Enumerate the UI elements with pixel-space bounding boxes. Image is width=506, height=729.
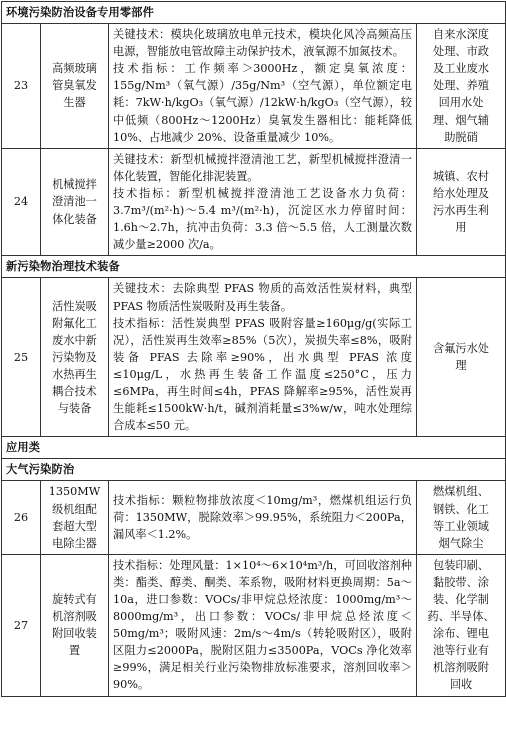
technical-description: 技术指标：处理风量：1×10⁴～6×10⁴m³/h，可回收溶剂种类：酯类、醇类、酮类、苯系物，吸附材料更换周期：5a～10a，进口参数：VOCs/非甲烷总烃浓度：1000mg/m³～8000mg/m³，出口参数：VOCs/非甲烷总烃浓度＜50mg/m³；吸附风速：2m/s～4m/s（转轮吸附区），吸附区阻力≤2000Pa，脱附区阻力≤3500Pa，VOCs 净化效率≥99%，满足相关行业污染物排放标准要求，溶剂回收率＞90%。 [109, 554, 417, 696]
section-header-row [2, 256, 506, 278]
technical-description: 关键技术：新型机械搅拌澄清池工艺，新型机械搅拌澄清一体化装置，智能化排泥装置。 技术指标：新型机械搅拌澄清池工艺设备水力负荷：3.7m³/(m²·h)～5.4 m³/(m²·h)，沉淀区水力停留时间：1.6h～2.7h，抗冲击负荷：3.3 倍～5.5 倍，人工测量次数减少量≥2000 次/a。 [109, 148, 417, 256]
table-row [2, 24, 506, 149]
application-field: 城镇、农村 给水处理及 污水再生利 用 [417, 148, 506, 256]
technical-description: 技术指标：颗粒物排放浓度＜10mg/m³，燃煤机组运行负荷：1350MW，脱除效率＞99.95%，系统阻力＜200Pa，漏风率＜1.2%。 [109, 481, 417, 554]
application-field: 包装印刷、 黏胶带、涂 装、化学制 药、半导体、 涂布、锂电 池等行业有 机溶剂吸附 回收 [417, 554, 506, 696]
row-number: 25 [2, 278, 41, 437]
row-number: 26 [2, 481, 41, 554]
section-title: 新污染物治理技术装备 [2, 256, 506, 278]
section-title: 大气污染防治 [2, 459, 506, 481]
application-field: 含氟污水处 理 [417, 278, 506, 437]
technical-description: 关键技术：去除典型 PFAS 物质的高效活性炭材料，典型 PFAS 物质活性炭吸附及再生装备。 技术指标：活性炭典型 PFAS 吸附容量≥160μg/g(实际工况），活性炭再生效率≥85%（5次），炭损失率≤8%，吸附装备 PFAS 去除率≥90%，出水典型 PFAS 浓度≤10μg/L，水热再生装备工作温度≤250°C，压力≤6MPa，再生时间≤4h，PFAS 降解率≥95%，活性炭再生能耗≤1500kW·h/t，碱剂消耗量≤3%w/w，吨水处理综合成本≤50 元。 [109, 278, 417, 437]
technical-description: 关键技术：模块化玻璃放电单元技术，模块化风冷高频高压电源，智能放电管故障主动保护技术，液氧源不加氮技术。 技术指标：工作频率＞3000Hz，额定臭氧浓度：155g/Nm³（氧气源）/35g/Nm³（空气源），单位额定电耗：7kW·h/kgO₃（氧气源）/12kW·h/kgO₃（空气源），较中低频（800Hz～1200Hz）臭氧发生器相比：能耗降低 10%、占地减少 20%、设备重量减少 10%。 [109, 24, 417, 149]
section-title: 环境污染防治设备专用零部件 [2, 2, 506, 24]
equipment-name: 机械搅拌 澄清池一 体化装备 [41, 148, 109, 256]
table-row [2, 148, 506, 256]
table-row [2, 554, 506, 696]
section-header-row [2, 437, 506, 459]
table-row [2, 481, 506, 554]
row-number: 24 [2, 148, 41, 256]
equipment-name: 旋转式有 机溶剂吸 附回收装 置 [41, 554, 109, 696]
equipment-name: 高频玻璃 管臭氧发 生器 [41, 24, 109, 149]
application-field: 自来水深度 处理、市政 及工业废水 处理、养殖 回用水处 理、烟气辅 助脱硝 [417, 24, 506, 149]
equipment-name: 活性炭吸 附氟化工 废水中新 污染物及 水热再生 耦合技术 与装备 [41, 278, 109, 437]
table-row [2, 278, 506, 437]
equipment-name: 1350MW 级机组配 套超大型 电除尘器 [41, 481, 109, 554]
row-number: 27 [2, 554, 41, 696]
section-header-row [2, 459, 506, 481]
equipment-catalog-table [1, 1, 506, 697]
row-number: 23 [2, 24, 41, 149]
section-title: 应用类 [2, 437, 506, 459]
section-header-row [2, 2, 506, 24]
application-field: 燃煤机组、 钢铁、化工 等工业领域 烟气除尘 [417, 481, 506, 554]
